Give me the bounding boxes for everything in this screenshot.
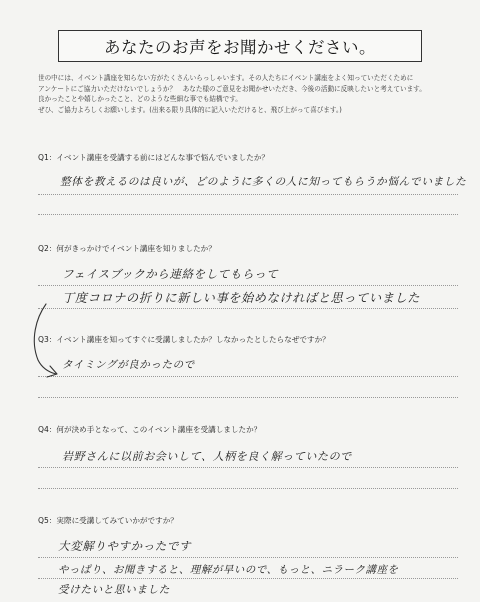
answer-2-line-2: 丁度コロナの折りに新しい事を始めなければと思っていました	[62, 291, 421, 305]
page-title: あなたのお声をお聞かせください。	[104, 38, 376, 57]
answer-5-line-1: 大変解りやすかったです	[58, 539, 192, 553]
answer-4-line-1: 岩野さんに以前お会いして、人柄を良く解っていたので	[62, 450, 352, 463]
answer-5-line-2: やっぱり、お聞きすると、理解が早いので、もっと、ニラーク講座を	[58, 564, 399, 576]
question-5-label: Q5：実際に受講してみていかがですか？	[38, 516, 178, 525]
answer-3-line-1: タイミングが良かったので	[62, 359, 195, 371]
answer-1-line-1: 整体を教えるのは良いが、どのように多くの人に知ってもらうか悩んでいました	[60, 175, 467, 188]
question-1-label: Q1：イベント講座を受講する前にはどんな事で悩んでいましたか？	[38, 153, 270, 162]
question-4-label: Q4：何が決め手となって、このイベント講座を受講しましたか？	[38, 425, 262, 434]
answer-5-line-3: 受けたいと思いました	[58, 584, 170, 596]
intro-line: アンケートにご協力いただけないでしょうか？ あなた様のご意見をお聞かせいただき、今後の活動に反映したいと考えています。	[38, 84, 426, 93]
intro-line: ぜひ、ご協力よろしくお願いします。(出来る限り具体的に記入いただけると、飛び上がって喜びます。)	[38, 105, 342, 114]
intro-line: 良かったことや嬉しかったこと、どのような些細な事でも結構です。	[38, 95, 242, 104]
intro-line: 世の中には、イベント講座を知らない方がたくさんいらっしゃいます。その人たちにイベント講座をよく知っていただくために	[38, 74, 414, 82]
question-2-label: Q2：何がきっかけでイベント講座を知りましたか？	[38, 244, 216, 253]
question-3-label: Q3：イベント講座を知ってすぐに受講しましたか？しなかったとしたらなぜですか？	[38, 335, 330, 344]
answer-2-line-1: フェイスブックから連絡をしてもらって	[62, 267, 279, 281]
